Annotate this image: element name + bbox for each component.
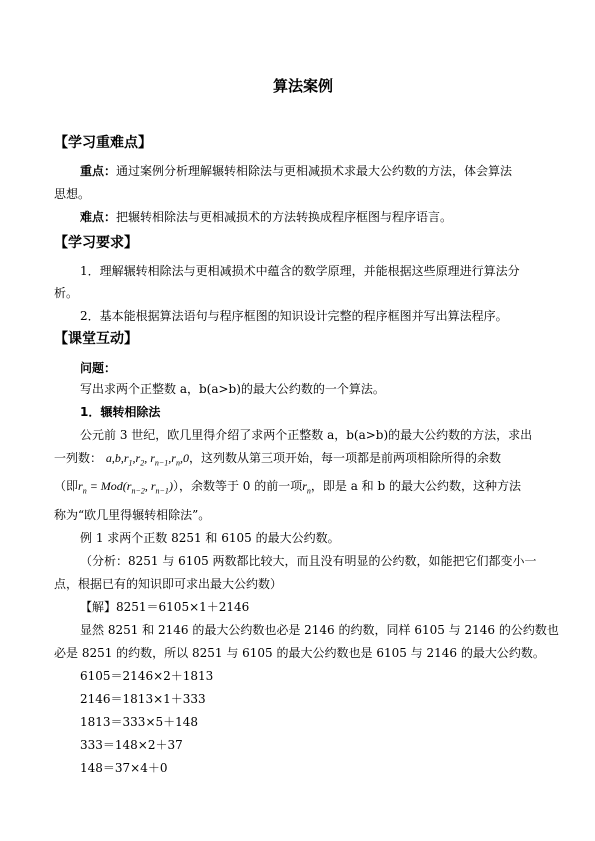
difficult-point-line [80,210,452,224]
division-step: 6105＝2146×2＋1813 [80,669,214,683]
sequence-formula: $a,b,r_1,r_2$, $r_{n-1},r_n,0$ [105,451,189,468]
key-point-line-1 [80,164,512,178]
requirement-1-line-2: 析。 [54,286,79,300]
difficult-point-text: 把辗转相除法与更相减损术的方法转换成程序框图与程序语言。 [116,210,453,224]
division-step: 1813＝333×5＋148 [80,715,199,729]
analysis-line-2: 点，根据已有的知识即可求出最大公约数） [54,577,283,591]
section-heading-classroom: 【课堂互动】 [54,331,138,347]
euclid-paragraph-line-1: 公元前 3 世纪，欧几里得介绍了求两个正整数 a，b(a>b)的最大公约数的方法，求出 [80,428,533,442]
section-heading-requirements: 【学习要求】 [54,235,138,251]
explain-line-2: 必是 8251 的约数，所以 8251 与 6105 的最大公约数也是 6105 与 2146 的最大公约数。 [54,646,545,660]
analysis-line-1: （分析：8251 与 6105 两数都比较大，而且没有明显的公约数，如能把它们都变小一 [80,554,537,568]
key-point-text: 通过案例分析理解辗转相除法与更相减损术求最大公约数的方法，体会算法 [116,164,513,178]
euclid-paragraph-line-3: （即$r_n = Mod(r_{n-2}$, $r_{n-1}$)），余数等于 0 的前一项$r_n$，即是 a 和 b 的最大公约数，这种方法 [54,479,521,496]
requirement-2: 2．基本能根据算法语句与程序框图的知识设计完整的程序框图并写出算法程序。 [80,309,508,323]
division-step: 2146＝1813×1＋333 [80,692,206,706]
key-point-label: 重点： [80,164,117,178]
division-step: 148＝37×4＋0 [80,761,168,775]
key-point-line-2: 思想。 [54,187,91,201]
euclid-paragraph-line-2 [54,451,501,470]
euclid-paragraph-line-4: 称为“欧几里得辗转相除法”。 [54,508,211,522]
subheading-euclid: 1．辗转相除法 [80,405,161,419]
problem-label: 问题： [80,361,117,375]
requirement-1-line-1: 1．理解辗转相除法与更相减损术中蕴含的数学原理，并能根据这些原理进行算法分 [80,264,520,278]
sequence-prefix: 一列数： [54,451,103,465]
mod-formula: $r_n = Mod(r_{n-2}$, $r_{n-1}$) [78,479,173,496]
explain-line-1: 显然 8251 和 2146 的最大公约数也必是 2146 的约数，同样 6105 与 2146 的公约数也 [80,623,559,637]
example-1-statement: 例 1 求两个正数 8251 和 6105 的最大公约数。 [80,531,340,545]
section-heading-key-points: 【学习重难点】 [54,135,152,151]
page-title: 算法案例 [273,77,334,95]
solution-line: 【解】8251＝6105×1＋2146 [80,600,250,614]
division-step: 333＝148×2＋37 [80,738,183,752]
rn-symbol: $r_n$ [302,479,311,496]
difficult-point-label: 难点： [80,210,117,224]
problem-text: 写出求两个正整数 a，b(a>b)的最大公约数的一个算法。 [80,382,385,396]
sequence-suffix: ，这列数从第三项开始，每一项都是前两项相除所得的余数 [188,451,501,465]
